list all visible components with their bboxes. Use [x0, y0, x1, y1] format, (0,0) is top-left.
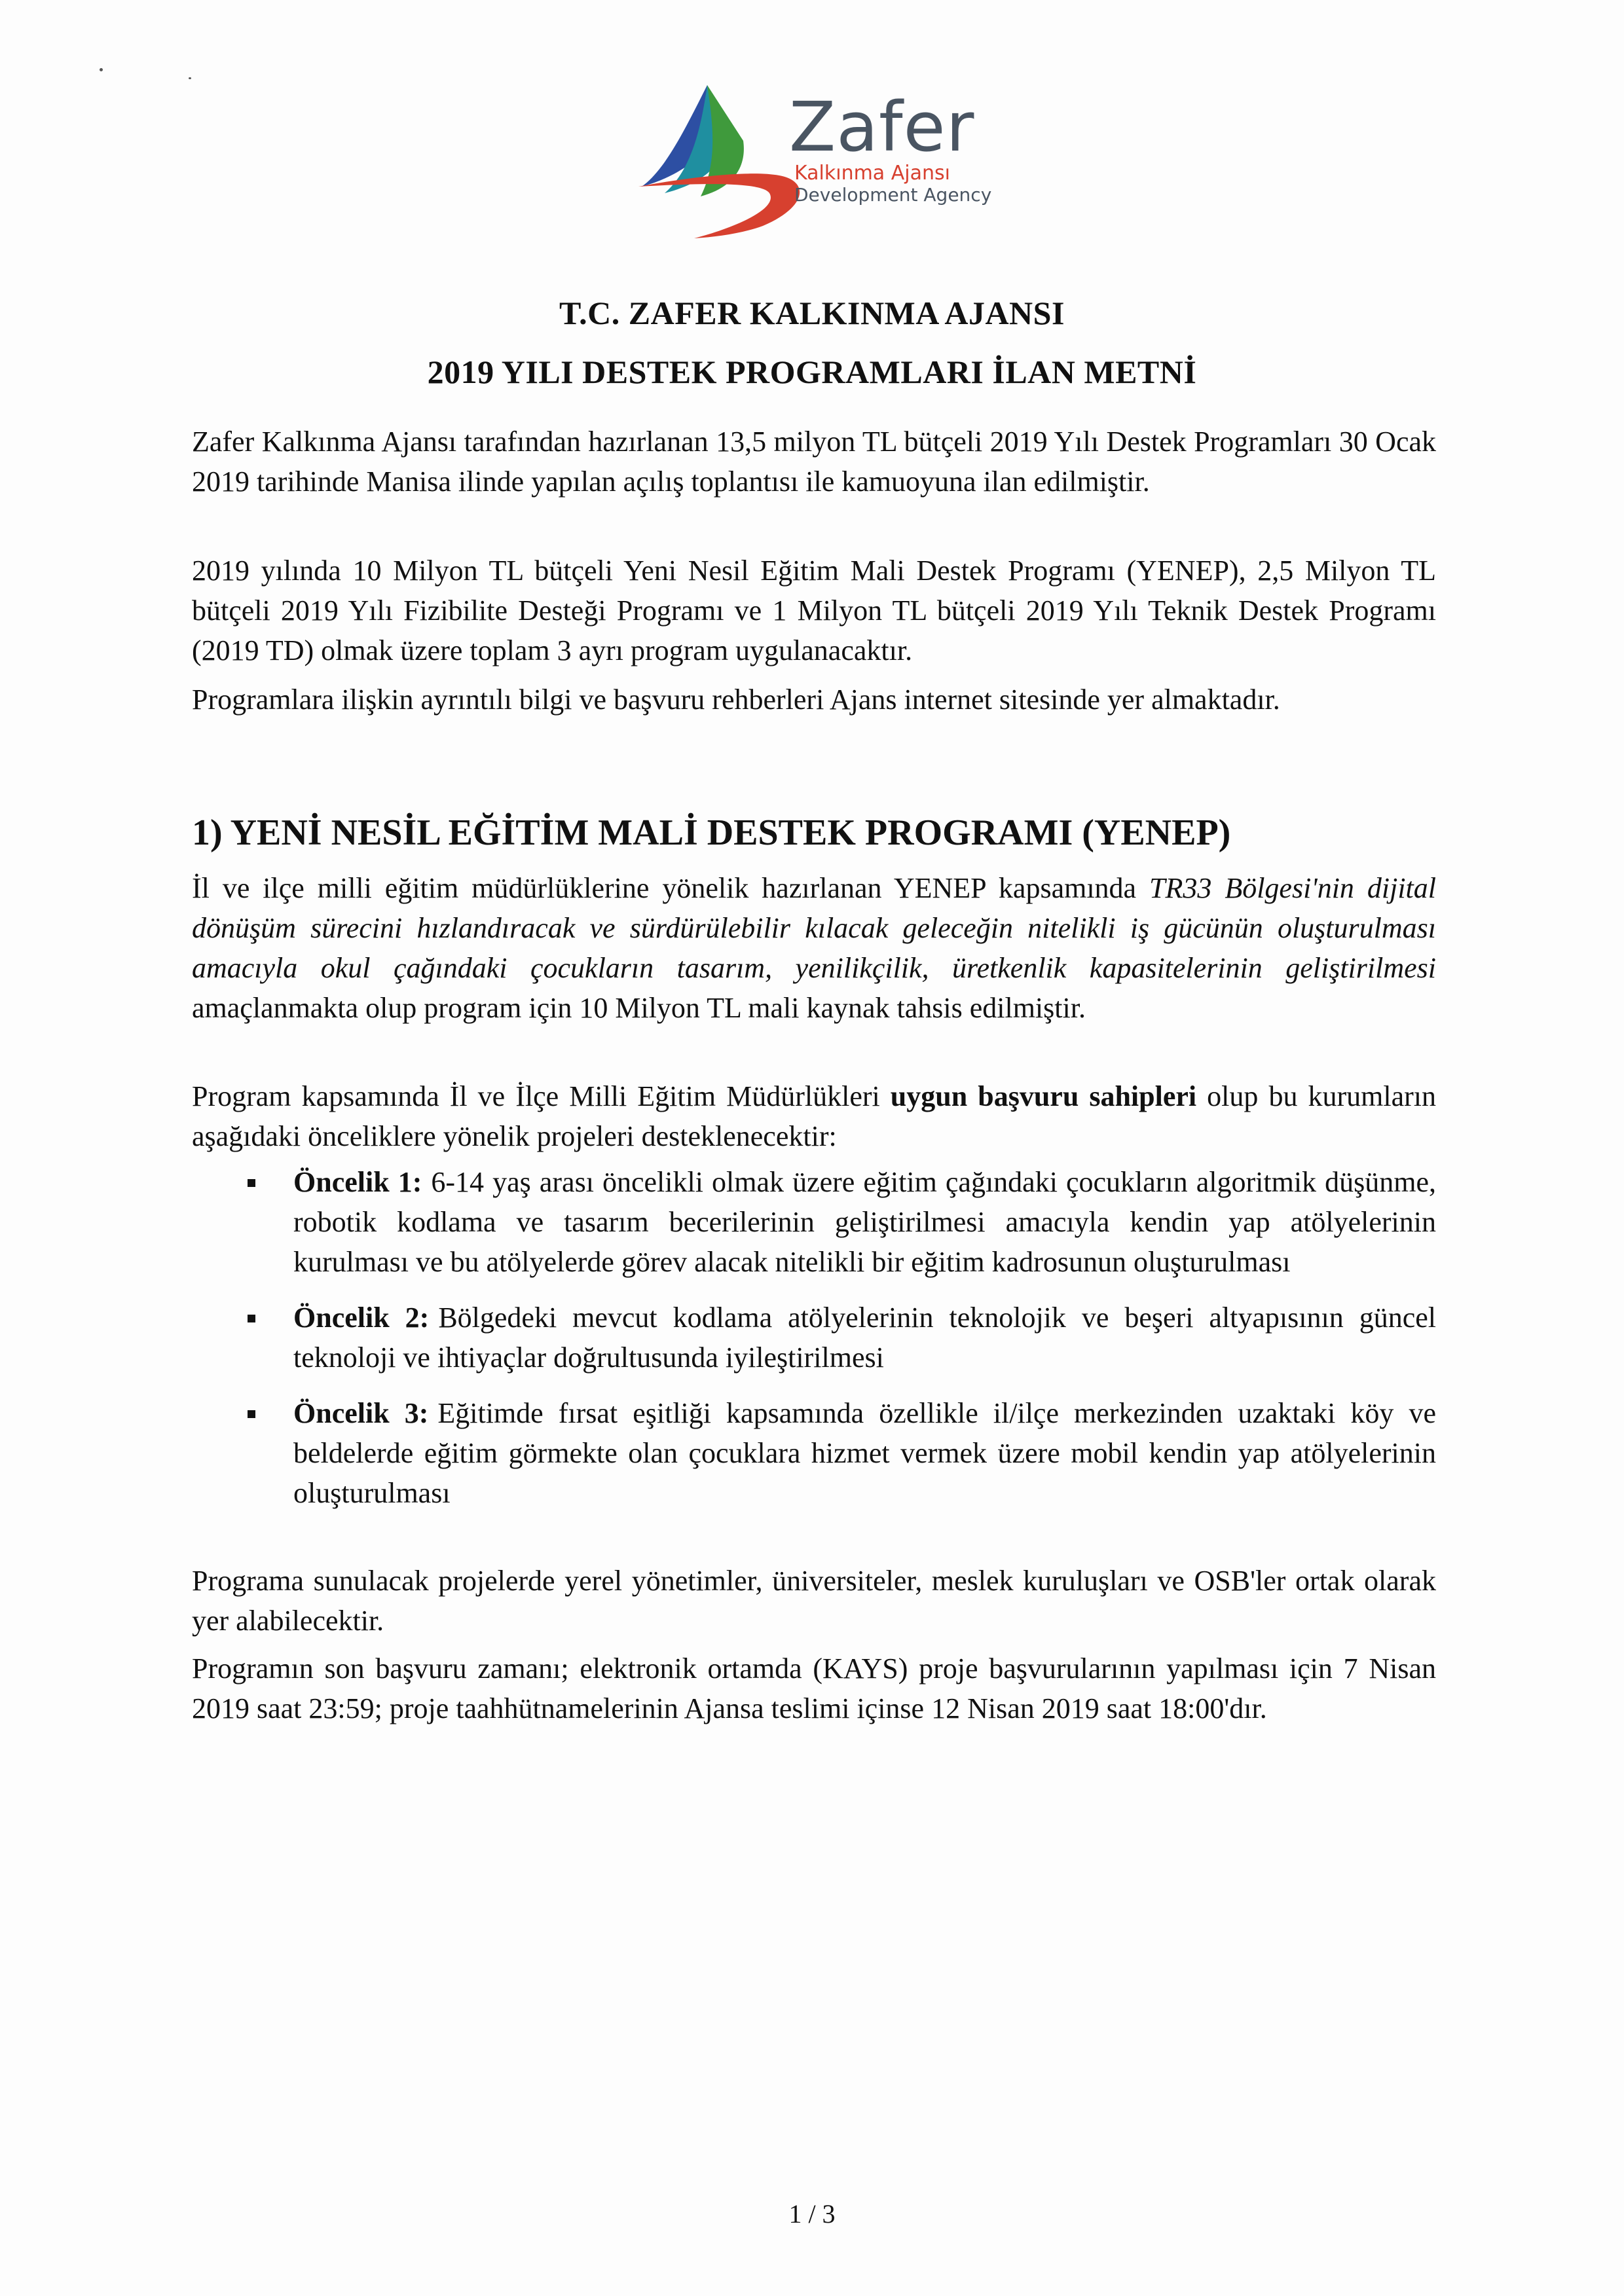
- priority-text: Bölgedeki mevcut kodlama atölyelerinin teknolojik ve beşeri altyapısının güncel teknoloji ve ihtiyaçlar doğrultusunda iyileştirilmesi: [293, 1302, 1436, 1374]
- square-bullet-icon: [248, 1179, 255, 1187]
- list-item: [192, 1162, 1436, 1282]
- scope-text-objective: TR33 Bölgesi'nin dijital dönüşüm sürecini hızlandıracak ve sürdürülebilir kılacak geleceğin nitelikli iş gücünün oluşturulması amacıyla okul çağındaki çocukların tasarım, yenilikçilik, üretkenlik kapasitelerinin geliştirilmesi: [192, 872, 1437, 984]
- square-bullet-icon: [248, 1315, 255, 1322]
- logo-subtitle-tr: Kalkınma Ajansı: [794, 162, 950, 185]
- yenep-paragraph-partners: Programa sunulacak projelerde yerel yönetimler, üniversiteler, meslek kuruluşları ve OSB'ler ortak olarak yer alabilecektir.: [192, 1565, 1436, 1637]
- applicants-text-end: olup bu kurumların aşağıdaki önceliklere yönelik projeleri desteklenecektir:: [192, 1080, 1436, 1152]
- yenep-paragraph-deadline: Programın son başvuru zamanı; elektronik ortamda (KAYS) proje başvurularının yapılması için 7 Nisan 2019 saat 23:59; proje taahhütnamelerinin Ajansa teslimi içinse 12 Nisan 2019 saat 18:00'dır.: [192, 1652, 1436, 1724]
- logo-wordmark: Zafer: [789, 87, 975, 167]
- priority-text: Eğitimde fırsat eşitliği kapsamında özellikle il/ilçe merkezinden uzaktaki köy ve beldelerde eğitim görmekte olan çocuklara hizmet vermek üzere mobil kendin yap atölyelerinin oluşturulması: [293, 1397, 1436, 1509]
- priority-list: [192, 1162, 1436, 1529]
- list-item: [192, 1393, 1436, 1513]
- section-heading-yenep: 1) YENİ NESİL EĞİTİM MALİ DESTEK PROGRAMI (YENEP): [192, 812, 1231, 853]
- priority-text: 6-14 yaş arası öncelikli olmak üzere eğitim çağındaki çocukların algoritmik düşünme, robotik kodlama ve tasarım becerilerinin geliştirilmesi amacıyla kendin yap atölyelerinin kurulması ve bu atölyelerde görev alacak nitelikli bir eğitim kadrosunun oluşturulması: [293, 1166, 1437, 1278]
- priority-label: Öncelik 1:: [293, 1166, 422, 1198]
- priority-label: Öncelik 2:: [293, 1302, 430, 1334]
- intro-paragraph-1: Zafer Kalkınma Ajansı tarafından hazırlanan 13,5 milyon TL bütçeli 2019 Yılı Destek Programları 30 Ocak 2019 tarihinde Manisa ilinde yapılan açılış toplantısı ile kamuoyuna ilan edilmiştir.: [192, 426, 1436, 498]
- page-number: 1 / 3: [788, 2199, 836, 2229]
- zafer-logo: [638, 72, 1005, 242]
- document-title: T.C. ZAFER KALKINMA AJANSI: [559, 295, 1065, 331]
- yenep-paragraph-applicants: [192, 1076, 1436, 1156]
- square-bullet-icon: [248, 1410, 255, 1418]
- scope-text-end: amaçlanmakta olup program için 10 Milyon TL mali kaynak tahsis edilmiştir.: [192, 992, 1086, 1024]
- scan-speck: [189, 77, 191, 79]
- list-item: [192, 1298, 1436, 1377]
- yenep-paragraph-scope: [192, 868, 1436, 1028]
- applicants-text-bold: uygun başvuru sahipleri: [890, 1080, 1197, 1112]
- scan-speck: [100, 68, 103, 71]
- intro-paragraph-3: Programlara ilişkin ayrıntılı bilgi ve başvuru rehberleri Ajans internet sitesinde yer almaktadır.: [192, 683, 1280, 716]
- scope-text-start: İl ve ilçe milli eğitim müdürlüklerine yönelik hazırlanan YENEP kapsamında: [192, 872, 1150, 904]
- intro-paragraph-2: 2019 yılında 10 Milyon TL bütçeli Yeni Nesil Eğitim Mali Destek Programı (YENEP), 2,5 Milyon TL bütçeli 2019 Yılı Fizibilite Desteği Programı ve 1 Milyon TL bütçeli 2019 Yılı Teknik Destek Programı (2019 TD) olmak üzere toplam 3 ayrı program uygulanacaktır.: [192, 555, 1436, 666]
- priority-label: Öncelik 3:: [293, 1397, 429, 1429]
- applicants-text-start: Program kapsamında İl ve İlçe Milli Eğitim Müdürlükleri: [192, 1080, 891, 1112]
- document-subtitle: 2019 YILI DESTEK PROGRAMLARI İLAN METNİ: [427, 354, 1197, 390]
- logo-subtitle-en: Development Agency: [794, 184, 992, 206]
